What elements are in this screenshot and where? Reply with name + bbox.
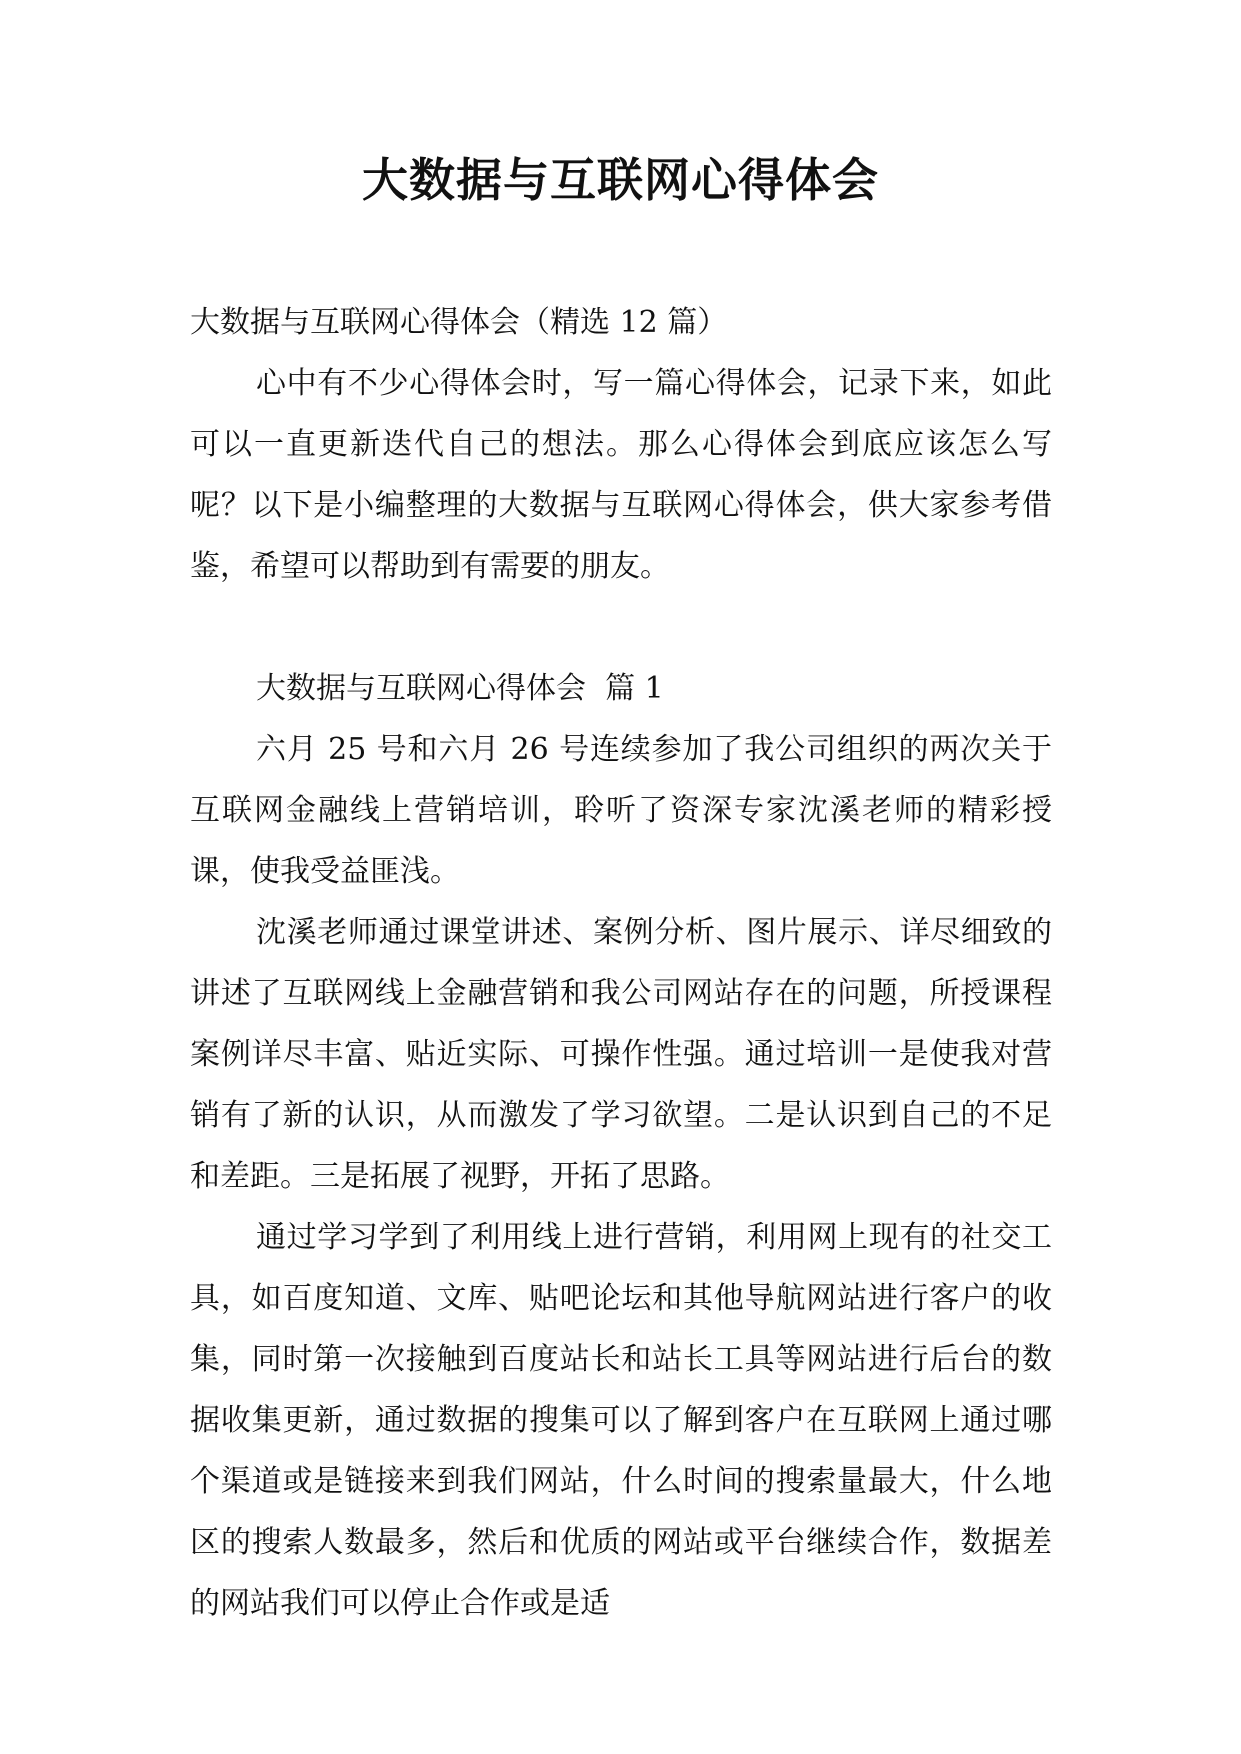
body-paragraph: 通过学习学到了利用线上进行营销，利用网上现有的社交工具，如百度知道、文库、贴吧论坛和其他导航网站进行客户的收集，同时第一次接触到百度站长和站长工具等网站进行后台的数据收集更新，通过数据的搜集可以了解到客户在互联网上通过哪个渠道或是链接来到我们网站，什么时间的搜索量最大，什么地区的搜索人数最多，然后和优质的网站或平台继续合作，数据差的网站我们可以停止合作或是适 (190, 1220, 1052, 1621)
body-paragraph: 沈溪老师通过课堂讲述、案例分析、图片展示、详尽细致的讲述了互联网线上金融营销和我公司网站存在的问题，所授课程案例详尽丰富、贴近实际、可操作性强。通过培训一是使我对营销有了新的认识，从而激发了学习欲望。二是认识到自己的不足和差距。三是拓展了视野，开拓了思路。 (190, 915, 1052, 1194)
document-subtitle: 大数据与互联网心得体会（精选 12 篇） (190, 305, 728, 340)
section-spacer (190, 597, 1052, 658)
intro-paragraph: 心中有不少心得体会时，写一篇心得体会，记录下来，如此可以一直更新迭代自己的想法。那么心得体会到底应该怎么写呢？以下是小编整理的大数据与互联网心得体会，供大家参考借鉴，希望可以帮助到有需要的朋友。 (190, 366, 1052, 584)
document-body (190, 292, 1052, 1634)
body-paragraph: 六月 25 号和六月 26 号连续参加了我公司组织的两次关于互联网金融线上营销培训，聆听了资深专家沈溪老师的精彩授课，使我受益匪浅。 (190, 732, 1052, 889)
section-heading: 大数据与互联网心得体会 篇 1 (256, 671, 664, 706)
document-title: 大数据与互联网心得体会 (362, 153, 879, 207)
